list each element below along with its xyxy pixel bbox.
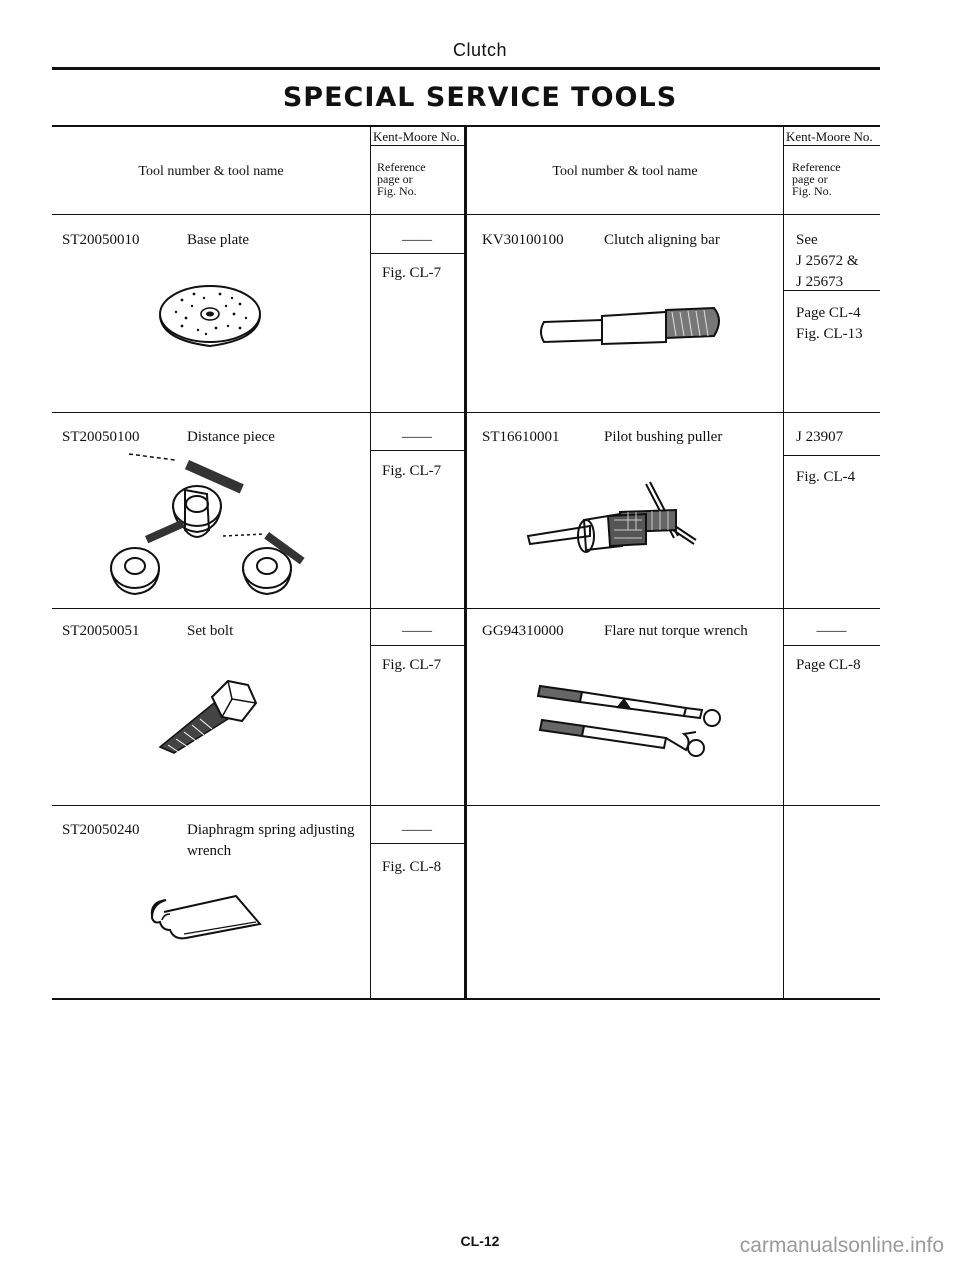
tool-number: ST16610001 <box>482 429 560 445</box>
distance-piece-illustration <box>105 450 325 600</box>
left-tool-header: Tool number & tool name <box>138 164 284 179</box>
right-reference-header: Reference page or Fig. No. <box>792 160 841 198</box>
wrench-illustration <box>144 890 264 942</box>
reference: Fig. CL-7 <box>382 265 442 281</box>
bushing-puller-illustration <box>524 480 724 560</box>
torque-wrench-illustration <box>536 680 736 770</box>
right-kent-moore-header: Kent-Moore No. <box>786 129 873 144</box>
kent-moore-number: —— <box>816 623 847 639</box>
tool-name: Base plate <box>187 232 250 248</box>
page-number: CL-12 <box>460 1233 500 1249</box>
kent-moore-number: —— <box>402 822 432 838</box>
kent-moore-number: —— <box>402 232 432 248</box>
tool-number: ST20050240 <box>62 822 140 838</box>
reference: Fig. CL-8 <box>382 859 442 875</box>
watermark: carmanualsonline.info <box>739 1234 944 1257</box>
reference: Fig. CL-4 <box>796 469 856 485</box>
tool-number: ST20050010 <box>62 232 140 248</box>
page-title: SPECIAL SERVICE TOOLS <box>282 82 678 113</box>
tool-number: ST20050051 <box>62 623 140 639</box>
section-title: Clutch <box>452 40 508 60</box>
aligning-bar-illustration <box>536 306 726 350</box>
base-plate-illustration <box>156 282 266 354</box>
kent-moore-number: —— <box>402 429 432 445</box>
tool-name: Clutch aligning bar <box>604 232 720 248</box>
tool-name: Diaphragm spring adjusting wrench <box>187 822 355 859</box>
set-bolt-illustration <box>152 675 262 755</box>
kent-moore-number: J 23907 <box>796 429 844 445</box>
reference: Page CL-8 <box>796 657 861 673</box>
right-tool-header: Tool number & tool name <box>552 164 698 179</box>
header-rule <box>52 67 880 70</box>
tool-name: Set bolt <box>187 623 234 639</box>
tool-number: ST20050100 <box>62 429 140 445</box>
reference: Fig. CL-7 <box>382 657 442 673</box>
tool-name: Distance piece <box>187 429 275 445</box>
tool-number: KV30100100 <box>482 232 564 248</box>
tool-name: Pilot bushing puller <box>604 429 723 445</box>
left-reference-header: Reference page or Fig. No. <box>377 160 426 198</box>
tool-number: GG94310000 <box>482 623 564 639</box>
kent-moore-number: —— <box>402 623 432 639</box>
left-kent-moore-header: Kent-Moore No. <box>373 129 460 144</box>
kent-moore-number: See J 25672 & J 25673 <box>796 232 859 290</box>
reference: Fig. CL-7 <box>382 463 442 479</box>
reference: Page CL-4 Fig. CL-13 <box>796 305 863 342</box>
tool-name: Flare nut torque wrench <box>604 623 748 639</box>
